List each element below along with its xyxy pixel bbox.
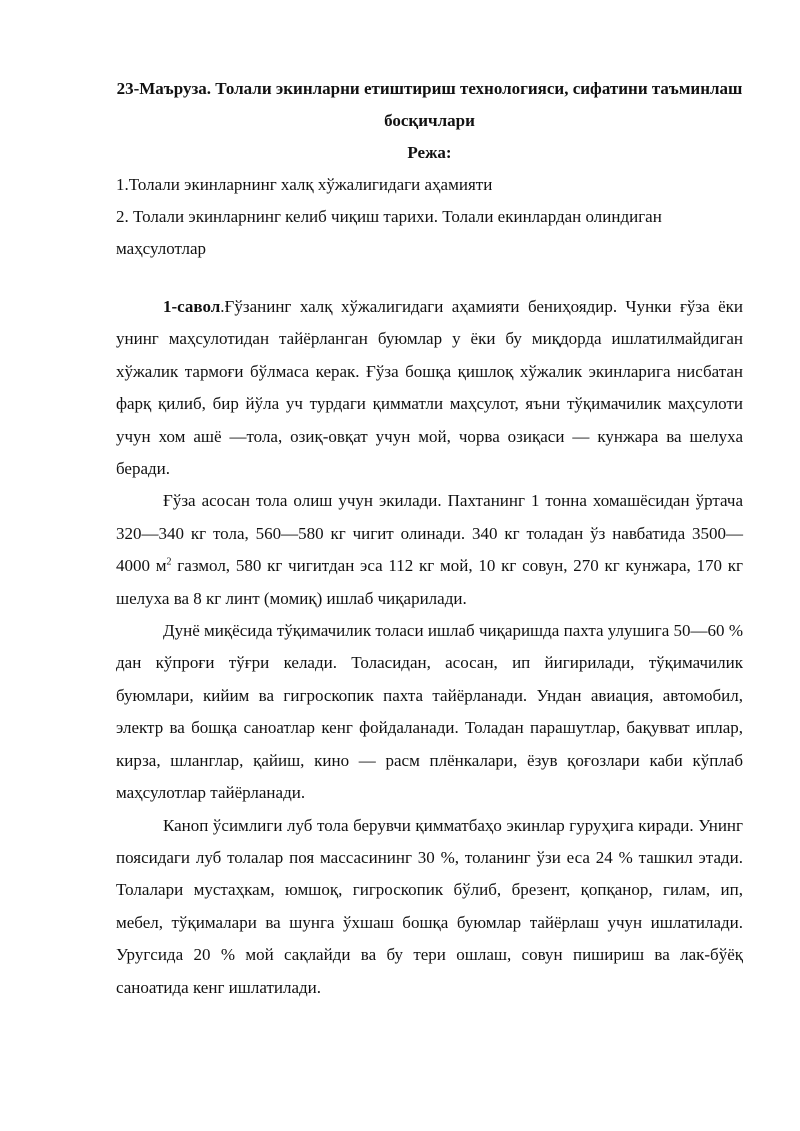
plan-item-2: 2. Толали экинларнинг келиб чиқиш тарихи. Толали екинлардан олиндиган маҳсулотлар [116,207,662,258]
paragraph-fiber-yield [116,485,743,615]
plan-heading: Режа: [407,143,452,162]
plan-item-1: 1.Толали экинларнинг халқ хўжалигидаги аҳамияти [116,175,493,194]
paragraph-2-text-end: газмол, 580 кг чигитдан эса 112 кг мой, 10 кг совун, 270 кг кунжара, 170 кг шелуха ва 8 кг линт (момиқ) ишлаб чиқарилади. [116,556,743,608]
question-label: 1-савол [163,297,221,316]
document-title: 23-Маъруза. Толали экинларни етиштириш технологияси, сифатини таъминлаш босқичлари [116,79,743,130]
paragraph-world-share: Дунё миқёсида тўқимачилик толаси ишлаб чиқаришда пахта улушига 50—60 % дан кўпроғи тўғри келади. Толасидан, асосан, ип йигирилади, тўқимачилик буюмлари, кийим ва гигроскопик пахта тайёрланади. Ундан авиация, автомобил, электр ва бошқа саноатлар кенг фойдаланади. Толадан парашутлар, бақувват иплар, кирза, шланглар, қайиш, кино — расм плёнкалари, ёзув қоғозлари каби кўплаб маҳсулотлар тайёрланади. [116,621,743,803]
square-superscript: 2 [166,556,172,568]
section-spacer [116,265,743,291]
paragraph-question-1 [116,291,743,485]
paragraph-kenaf: Каноп ўсимлиги луб тола берувчи қимматбаҳо экинлар гуруҳига киради. Унинг поясидаги луб толалар поя массасининг 30 %, толанинг ўзи еса 24 % ташкил этади. Толалари мустаҳкам, юмшоқ, гигроскопик бўлиб, брезент, қопқанор, гилам, ип, мебел, тўқималари ва шунга ўхшаш бошқа буюмлар тайёрлаш учун ишлатилади. Уругсида 20 % мой сақлайди ва бу тери ошлаш, совун пишириш ва лак-бўёқ саноатида кенг ишлатилади. [116,815,743,997]
paragraph-1-text: .Ғўзанинг халқ хўжалигидаги аҳамияти бениҳоядир. Чунки ғўза ёки унинг маҳсулотидан тайёрланган буюмлар у ёки бу миқдорда ишлатилмайдиган хўжалик тармоғи бўлмаса керак. Ғўза бошқа қишлоқ хўжалик экинларига нисбатан фарқ қилиб, бир йўла уч турдаги қимматли маҳсулот, яъни тўқимачилик маҳсулоти учун хом ашё —тола, озиқ-овқат учун мой, чорва озиқаси — кунжара ва шелуха беради. [116,297,743,479]
paragraph-2-text-start: Ғўза асосан тола олиш учун экилади. Пахтанинг 1 тонна хомашёсидан ўртача 320—340 кг тола, 560—580 кг чигит олинади. 340 кг толадан ўз навбатида 3500—4000 м [116,491,743,576]
